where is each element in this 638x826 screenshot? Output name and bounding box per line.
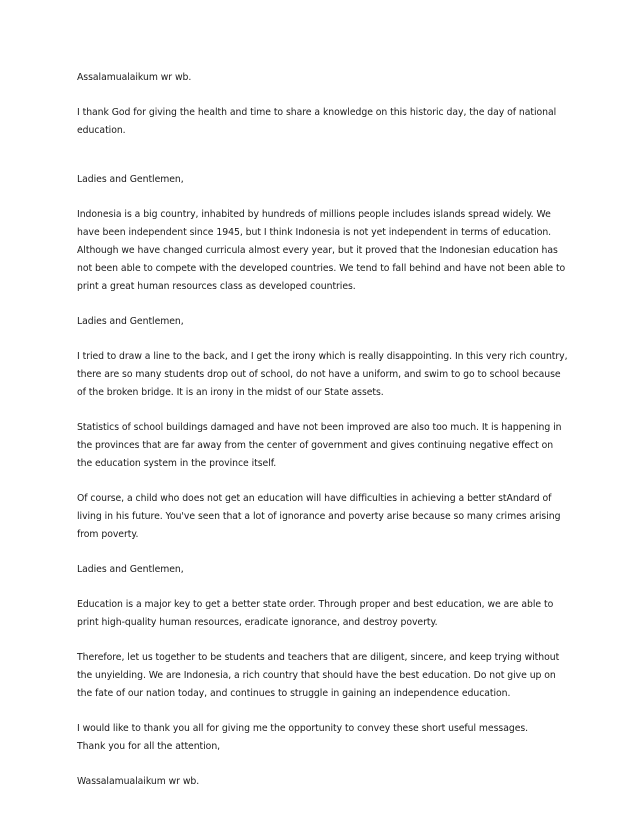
text-line: Ladies and Gentlemen, bbox=[77, 174, 184, 185]
text-line: I tried to draw a line to the back, and I get the irony which is really disappointing. In this very rich country, bbox=[77, 351, 568, 362]
text-line: Therefore, let us together to be students and teachers that are diligent, sincere, and keep trying without bbox=[77, 652, 560, 663]
text-line: the unyielding. We are Indonesia, a rich country that should have the best education. Do not give up on bbox=[77, 670, 556, 681]
text-line: from poverty. bbox=[77, 529, 139, 540]
text-line: I thank God for giving the health and time to share a knowledge on this historic day, the day of national bbox=[77, 107, 557, 118]
text-line: living in his future. You've seen that a lot of ignorance and poverty arise because so many crimes arising bbox=[77, 511, 561, 522]
text-line: there are so many students drop out of school, do not have a uniform, and swim to go to school because bbox=[77, 369, 561, 380]
text-line: Ladies and Gentlemen, bbox=[77, 564, 184, 575]
text-line: the education system in the province itself. bbox=[77, 458, 277, 469]
closing-paragraph bbox=[77, 720, 577, 756]
text-line: Statistics of school buildings damaged and have not been improved are also too much. It is happening in bbox=[77, 422, 562, 433]
text-line: Indonesia is a big country, inhabited by hundreds of millions people includes islands spread widely. We bbox=[77, 209, 551, 220]
text-line: Education is a major key to get a better state order. Through proper and best education, we are able to bbox=[77, 599, 554, 610]
salutation-paragraph bbox=[77, 313, 577, 331]
text-line: the provinces that are far away from the center of government and gives continuing negative effect on bbox=[77, 440, 554, 451]
text-line: Of course, a child who does not get an education will have difficulties in achieving a better stAndard of bbox=[77, 493, 552, 504]
text-line: the fate of our nation today, and continues to struggle in gaining an independence education. bbox=[77, 688, 511, 699]
salutation-paragraph bbox=[77, 171, 577, 189]
document-body bbox=[77, 69, 577, 808]
text-line: have been independent since 1945, but I think Indonesia is not yet independent in terms of education. bbox=[77, 227, 552, 238]
opening-paragraph bbox=[77, 104, 577, 140]
salutation-paragraph bbox=[77, 561, 577, 579]
text-line: I would like to thank you all for giving me the opportunity to convey these short useful messages. bbox=[77, 723, 529, 734]
body-paragraph bbox=[77, 419, 577, 473]
text-line: education. bbox=[77, 125, 126, 136]
text-line: print a great human resources class as developed countries. bbox=[77, 281, 356, 292]
text-line: Ladies and Gentlemen, bbox=[77, 316, 184, 327]
body-paragraph bbox=[77, 206, 577, 296]
body-paragraph bbox=[77, 348, 577, 402]
body-paragraph bbox=[77, 490, 577, 544]
body-paragraph bbox=[77, 649, 577, 703]
farewell-paragraph bbox=[77, 773, 577, 791]
body-paragraph bbox=[77, 596, 577, 632]
text-line: not been able to compete with the developed countries. We tend to fall behind and have not been able to bbox=[77, 263, 566, 274]
greeting-paragraph bbox=[77, 69, 577, 87]
text-line: Thank you for all the attention, bbox=[77, 741, 221, 752]
text-line: of the broken bridge. It is an irony in the midst of our State assets. bbox=[77, 387, 384, 398]
text-line: print high-quality human resources, eradicate ignorance, and destroy poverty. bbox=[77, 617, 438, 628]
text-line: Wassalamualaikum wr wb. bbox=[77, 776, 200, 787]
text-line: Although we have changed curricula almost every year, but it proved that the Indonesian education has bbox=[77, 245, 558, 256]
text-line: Assalamualaikum wr wb. bbox=[77, 72, 192, 83]
